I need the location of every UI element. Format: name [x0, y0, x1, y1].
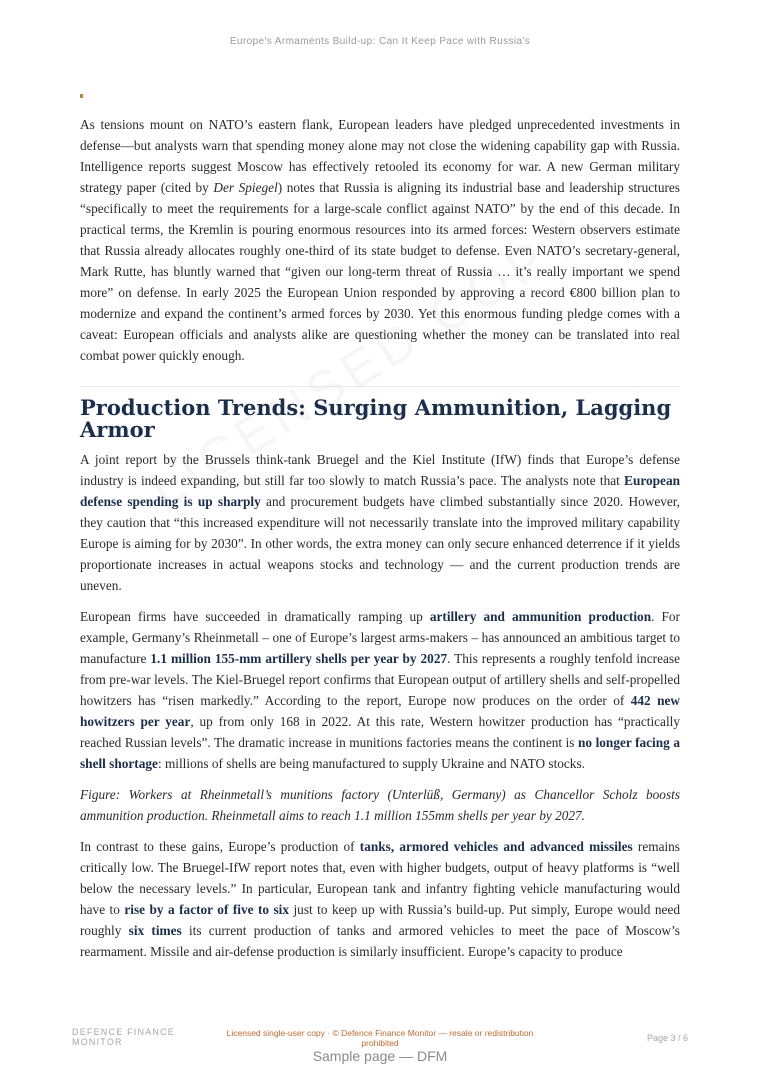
- paragraph-armor: In contrast to these gains, Europe’s production of tanks, armored vehicles and advanced missiles remains critically low. The Bruegel-IfW report notes that, even with higher budgets, output of heavy platforms is “well below the necessary levels.” In particular, European tank and infantry fighting vehicle manufacturing would have to rise by a factor of five to six just to keep up with Russia’s build-up. Put simply, Europe would need roughly six times its current production of tanks and armored vehicles to meet the pace of Moscow’s rearmament. Missile and air-defense production is similarly insufficient. Europe’s capacity to produce: [80, 839, 681, 959]
- highlight: six times: [128, 923, 182, 938]
- paragraph-spending: A joint report by the Brussels think-tank Bruegel and the Kiel Institute (IfW) finds that Europe’s defense industry is indeed expanding, but still far too slowly to match Russia’s pace. The analysts note that European defense spending is up sharply and procurement budgets have climbed substantially since 2020. However, they caution that “this increased expenditure will not necessarily translate into the improved military capability Europe is aiming for by 2030”. In other words, the extra money can only secure enhanced deterrence if it yields proportionate increases in actual weapons stocks and technology — and the current production trends are uneven.: [80, 452, 680, 593]
- highlight: tanks, armored vehicles and advanced missiles: [359, 839, 633, 854]
- section-heading: Production Trends: Surging Ammunition, Lagging Armor: [80, 395, 672, 442]
- figure-caption: Figure: Workers at Rheinmetall’s munitions factory (Unterlüß, Germany) as Chancellor Scholz boosts ammunition production. Rheinmetall aims to reach 1.1 million 155mm shells per year by 2027.: [80, 787, 680, 823]
- article-body: [80, 114, 680, 972]
- highlight: artillery and ammunition production: [429, 609, 652, 624]
- intro-paragraph: As tensions mount on NATO’s eastern flank, European leaders have pledged unprecedented investments in defense—but analysts warn that spending money alone may not close the widening capability gap with Russia. Intelligence reports suggest Moscow has effectively retooled its economy for war. A new German military strategy paper (cited by Der Spiegel) notes that Russia is aligning its industrial base and leadership structures “specifically to meet the requirements for a large-scale conflict against NATO” by the end of this decade. In practical terms, the Kremlin is pouring enormous resources into its armed forces: Western observers estimate that Russia already allocates roughly one-third of its state budget to defense. Even NATO’s secretary-general, Mark Rutte, has bluntly warned that “given our long-term threat of Russia … it’s really important we spend more” on defense. In early 2025 the European Union responded by approving a record €800 billion plan to modernize and expand the continent’s armed forces by 2030. Yet this enormous funding pledge comes with a caveat: European officials and analysts alike are questioning whether the money can be translated into real combat power quickly enough.: [80, 117, 680, 363]
- highlight: no longer facing a shell shortage: [80, 735, 680, 771]
- highlight: European defense spending is up sharply: [80, 473, 680, 509]
- footer-brand: DEFENCE FINANCE MONITOR: [72, 1027, 176, 1047]
- license-notice: Licensed single-user copy · © Defence Finance Monitor — resale or redistribution prohibited: [226, 1028, 534, 1048]
- running-header: Europe's Armaments Build-up: Can It Keep Pace with Russia's: [229, 36, 531, 47]
- paragraph-ammunition: European firms have succeeded in dramatically ramping up artillery and ammunition production. For example, Germany’s Rheinmetall – one of Europe’s largest arms-makers – has announced an ambitious target to manufacture 1.1 million 155-mm artillery shells per year by 2027. This represents a roughly tenfold increase from pre-war levels. The Kiel-Bruegel report confirms that European output of artillery shells and self-propelled howitzers has “risen markedly.” According to the report, Europe now produces on the order of 442 new howitzers per year, up from only 168 in 2022. At this rate, Western howitzer production has “practically reached Russian levels”. The dramatic increase in munitions factories means the continent is no longer facing a shell shortage: millions of shells are being manufactured to supply Ukraine and NATO stocks.: [80, 609, 680, 771]
- highlight: 442 new howitzers per year: [80, 693, 680, 729]
- page-number: Page 3 / 6: [646, 1033, 688, 1043]
- source-citation: Der Spiegel: [213, 180, 278, 195]
- highlight: rise by a factor of five to six: [124, 902, 290, 917]
- sample-stamp: Sample page — DFM: [312, 1048, 448, 1064]
- section-marker: [80, 94, 83, 98]
- section-divider: [80, 386, 680, 387]
- highlight: 1.1 million 155-mm artillery shells per year by 2027: [150, 651, 448, 666]
